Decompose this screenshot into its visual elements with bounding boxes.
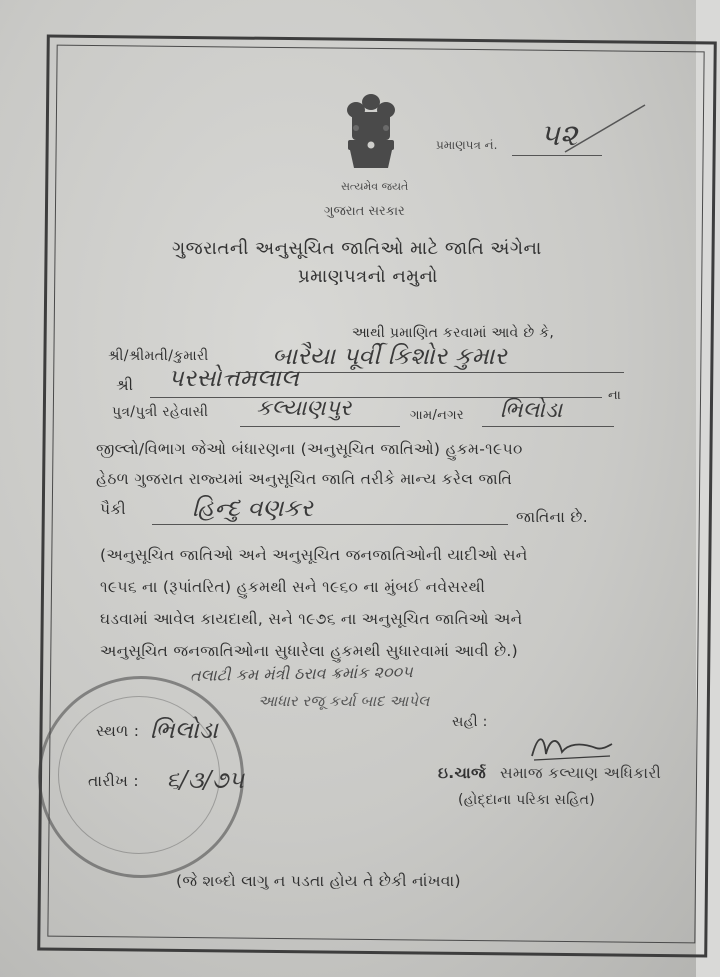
signature-label: સહી : <box>452 714 488 730</box>
caste-value: હિન્દુ વણકર <box>192 494 313 522</box>
legal-para-line2: ૧૯૫૬ ના (રૂપાંતરિત) હુકમથી સને ૧૯૬૦ ના મુંબઈ નવેસરથી <box>100 578 486 596</box>
caste-prefix: પૈકી <box>100 500 127 518</box>
certificate-title-line1: ગુજરાતની અનુસૂચિત જાતિઓ માટે જાતિ અંગેના <box>172 238 542 259</box>
name-prefix: શ્રી/શ્રીમતી/કુમારી <box>108 348 209 364</box>
caste-line <box>152 524 508 525</box>
name-value: બારૈયા પૂર્વી કિશોર કુમાર <box>272 342 507 370</box>
officer-subtitle: (હોદ્દાના પરિકા સહિત) <box>458 792 595 808</box>
resident-value: કલ્યાણપુર <box>256 396 352 421</box>
certificate-title-line2: પ્રમાણપત્રનો નમુનો <box>298 266 438 287</box>
signature-scribble <box>524 726 614 766</box>
officer-stamp-mark: ઇ.ચાર્જ <box>438 764 486 782</box>
handwritten-note-1: તલાટી કમ મંત્રી ઠરાવ ક્રમાંક ૨૦૦૫ <box>189 662 413 685</box>
government-heading: ગુજરાત સરકાર <box>324 204 405 219</box>
village-label: ગામ/નગર <box>410 408 464 423</box>
certificate-number-value: ૫૨ <box>540 118 578 153</box>
resident-line <box>240 426 400 427</box>
village-line <box>482 426 614 427</box>
intro-text: આથી પ્રમાણિત કરવામાં આવે છે કે, <box>352 325 555 341</box>
place-label: સ્થળ : <box>96 722 140 740</box>
caste-suffix: જાતિના છે. <box>516 508 588 526</box>
father-prefix: શ્રી <box>116 376 134 394</box>
emblem-caption: સત્યમેવ જયતે <box>341 180 409 193</box>
footer-note: (જે શબ્દો લાગુ ન પડતા હોય તે છેકી નાંખવા) <box>176 872 461 890</box>
father-suffix: ના <box>608 388 622 403</box>
date-label: તારીખ : <box>88 772 139 790</box>
handwritten-note-2: આધાર રજૂ કર્યા બાદ આપેલ <box>258 692 430 710</box>
date-value: ૬/૩/૭૫ <box>166 766 245 794</box>
body-line-state: હેઠળ ગુજરાત રાજ્યમાં અનુસૂચિત જાતિ તરીકે માન્ય કરેલ જાતિ <box>96 470 513 488</box>
certificate-number-label: પ્રમાણપત્ર નં. <box>436 138 498 152</box>
village-value: ભિલોડા <box>500 398 563 423</box>
father-value: પરસોત્તમલાલ <box>168 364 299 392</box>
legal-para-line3: ઘડવામાં આવેલ કાયદાથી, સને ૧૯૭૬ ના અનુસૂચિત જાતિઓ અને <box>100 610 523 628</box>
legal-para-line4: અનુસૂચિત જનજાતિઓના સુધારેલા હુકમથી સુધારવામાં આવી છે.) <box>100 642 518 660</box>
officer-title: સમાજ કલ્યાણ અધિકારી <box>500 764 662 782</box>
place-value: ભિલોડા <box>150 716 218 744</box>
body-line-district: જીલ્લો/વિભાગ જેઓ બંધારણના (અનુસૂચિત જાતિઓ) હુકમ-૧૯૫૦ <box>96 440 523 458</box>
national-emblem-icon <box>336 88 406 188</box>
pen-stroke-icon <box>560 100 650 160</box>
legal-para-line1: (અનુસૂચિત જાતિઓ અને અનુસૂચિત જનજાતિઓની યાદીઓ સને <box>100 546 528 564</box>
resident-prefix: પુત્ર/પુત્રી રહેવાસી <box>112 404 209 420</box>
